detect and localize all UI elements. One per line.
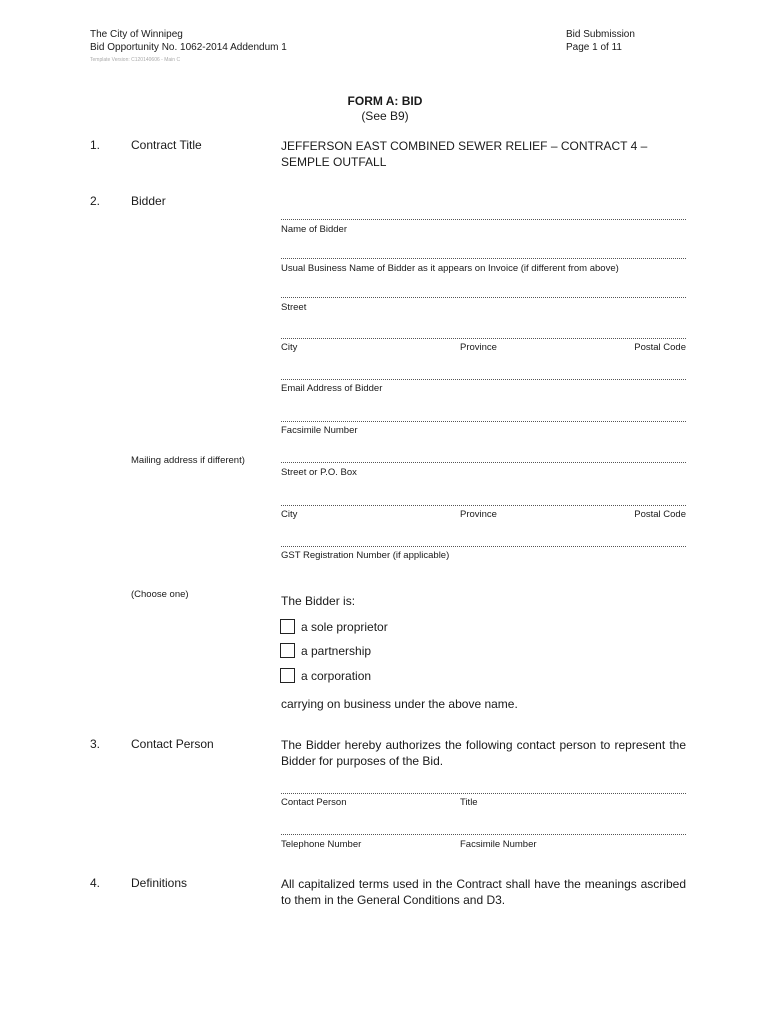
- section-2-number: 2.: [90, 194, 101, 208]
- facsimile-caption: Facsimile Number: [281, 425, 358, 436]
- carrying-on-text: carrying on business under the above name.: [281, 697, 518, 711]
- header-bid-submission: Bid Submission: [566, 29, 635, 40]
- mailing-province-caption: Province: [460, 509, 497, 520]
- contact-person-title-field[interactable]: [281, 793, 686, 794]
- form-subtitle: (See B9): [361, 109, 409, 123]
- contract-title-line-1: JEFFERSON EAST COMBINED SEWER RELIEF – CONTRACT 4 –: [281, 139, 648, 153]
- section-4-number: 4.: [90, 876, 101, 890]
- form-title: FORM A: BID: [347, 94, 423, 108]
- section-3-label: Contact Person: [131, 737, 214, 751]
- telephone-caption: Telephone Number: [281, 839, 362, 850]
- street-caption: Street: [281, 302, 307, 313]
- name-of-bidder-caption: Name of Bidder: [281, 224, 348, 235]
- facsimile-field[interactable]: [281, 421, 686, 422]
- partnership-label: a partnership: [301, 644, 372, 658]
- definitions-text: All capitalized terms used in the Contract shall have the meanings ascribed to them in the General Conditions and D3.: [281, 877, 686, 907]
- sole-proprietor-label: a sole proprietor: [301, 620, 388, 634]
- mailing-address-label: Mailing address if different): [131, 455, 245, 466]
- choose-one-label: (Choose one): [131, 589, 189, 600]
- city-province-postal-field[interactable]: [281, 338, 686, 339]
- street-po-box-caption: Street or P.O. Box: [281, 467, 357, 478]
- email-caption: Email Address of Bidder: [281, 383, 383, 394]
- contact-person-text: The Bidder hereby authorizes the following contact person to represent the Bidder for purposes of the Bid.: [281, 738, 686, 768]
- gst-caption: GST Registration Number (if applicable): [281, 550, 450, 561]
- section-3-number: 3.: [90, 737, 101, 751]
- street-field[interactable]: [281, 297, 686, 298]
- corporation-checkbox[interactable]: [280, 668, 295, 683]
- mailing-city-province-postal-field[interactable]: [281, 505, 686, 506]
- sole-proprietor-checkbox[interactable]: [280, 619, 295, 634]
- gst-field[interactable]: [281, 546, 686, 547]
- street-po-box-field[interactable]: [281, 462, 686, 463]
- title-caption: Title: [460, 797, 478, 808]
- section-1-label: Contract Title: [131, 138, 202, 152]
- header-bid-opportunity: Bid Opportunity No. 1062-2014 Addendum 1: [90, 42, 287, 53]
- contact-facsimile-caption: Facsimile Number: [460, 839, 537, 850]
- partnership-checkbox[interactable]: [280, 643, 295, 658]
- usual-business-name-caption: Usual Business Name of Bidder as it appears on Invoice (if different from above): [281, 263, 619, 274]
- section-2-label: Bidder: [131, 194, 166, 208]
- corporation-label: a corporation: [301, 669, 372, 683]
- telephone-facsimile-field[interactable]: [281, 834, 686, 835]
- name-of-bidder-field[interactable]: [281, 219, 686, 220]
- section-1-number: 1.: [90, 138, 101, 152]
- contract-title-line-2: SEMPLE OUTFALL: [281, 155, 387, 169]
- mailing-postal-code-caption: Postal Code: [634, 509, 686, 520]
- mailing-city-caption: City: [281, 509, 298, 520]
- province-caption: Province: [460, 342, 497, 353]
- contact-person-caption: Contact Person: [281, 797, 347, 808]
- header-city: The City of Winnipeg: [90, 29, 183, 40]
- header-page-number: Page 1 of 11: [566, 42, 622, 53]
- postal-code-caption: Postal Code: [634, 342, 686, 353]
- section-4-label: Definitions: [131, 876, 188, 890]
- bidder-is-label: The Bidder is:: [281, 594, 356, 608]
- usual-business-name-field[interactable]: [281, 258, 686, 259]
- city-caption: City: [281, 342, 298, 353]
- template-version: Template Version: C120140606 - Main C: [90, 57, 181, 63]
- email-field[interactable]: [281, 379, 686, 380]
